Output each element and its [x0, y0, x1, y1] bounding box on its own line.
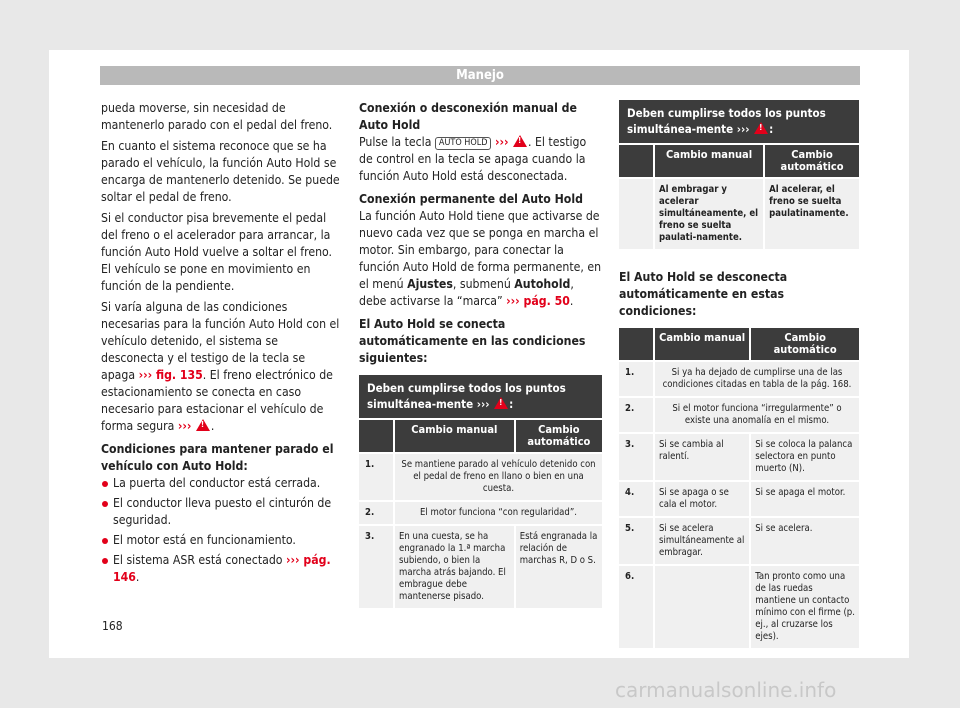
row-number: 4. [619, 480, 653, 516]
row-number: 6. [619, 564, 653, 648]
header-cell [359, 418, 393, 452]
warning-link[interactable]: ››› [736, 122, 750, 136]
paragraph: Si varía alguna de las condiciones necesarias para la función Auto Hold con el vehículo detenido, el sistema se desconecta y el testigo de la tecla se apaga ››› fig. 135. El freno electrónico de estacionamiento se conecta en caso necesario para estacionar el vehículo de forma segura ››› ! . [101, 299, 341, 435]
list-item: El motor está en funcionamiento. [101, 532, 341, 549]
header-cell: Cambio automático [749, 328, 859, 360]
column-3 [619, 100, 859, 648]
table-row [619, 564, 859, 648]
warning-icon [513, 135, 527, 147]
text: . El freno electrónico de estacionamiento se conecta en caso necesario para estacionar el vehículo de forma segura [101, 368, 333, 433]
row-number [619, 177, 653, 249]
text: Deben cumplirse todos los puntos simultánea-mente [367, 381, 566, 411]
table-row [619, 432, 859, 480]
paragraph [359, 134, 602, 185]
header-cell: Cambio automático [514, 418, 602, 452]
table-caption: Deben cumplirse todos los puntos simultánea-mente ››› ! : [359, 375, 602, 418]
table-cell [653, 564, 749, 648]
watermark: carmanualsonline.info [615, 678, 837, 702]
row-number: 1. [359, 452, 393, 500]
warning-icon [196, 419, 210, 431]
table-cell: Está engranada la relación de marchas R, D o S. [514, 524, 602, 608]
table-row [619, 396, 859, 432]
table-cell: Si se acelera simultáneamente al embragar. [653, 516, 749, 564]
table-cell: Al acelerar, el freno se suelta paulatinamente. [763, 177, 859, 249]
warning-link[interactable]: ››› [494, 135, 509, 149]
table-cell: Si el motor funciona “irregularmente” o existe una anomalía en el mismo. [653, 396, 859, 432]
conditions-heading: Condiciones para mantener parado el vehículo con Auto Hold: [101, 442, 334, 473]
text: La función Auto Hold tiene que activarse de nuevo cada vez que se ponga en marcha el motor. Sin embargo, para conectar la función Auto Hold de forma permanente, en el menú [359, 209, 602, 291]
figure-link[interactable]: ››› fig. 135 [138, 368, 203, 382]
row-number: 2. [619, 396, 653, 432]
table-cell: El motor funciona “con regularidad”. [393, 500, 602, 524]
text: Deben cumplirse todos los puntos simultánea-mente [627, 106, 826, 136]
table-row [359, 500, 602, 524]
table-row [619, 360, 859, 396]
text: El sistema ASR está conectado [113, 553, 283, 567]
table-cell: Si ya ha dejado de cumplirse una de las condiciones citadas en tabla de la pág. 168. [653, 360, 859, 396]
table-cell: Si se cambia al ralentí. [653, 432, 749, 480]
auto-off-table [619, 328, 859, 648]
column-2 [359, 100, 602, 608]
table-cell: Si se apaga el motor. [749, 480, 859, 516]
manual-toggle-heading: Conexión o desconexión manual de Auto Hold [359, 101, 577, 132]
paragraph: Si el conductor pisa brevemente el pedal del freno o el acelerador para arrancar, la función Auto Hold vuelve a soltar el freno. El vehículo se pone en movimiento en función de la pendiente. [101, 211, 333, 293]
table-cell: Si se coloca la palanca selectora en punto muerto (N). [749, 432, 859, 480]
row-number: 3. [619, 432, 653, 480]
paragraph: En cuanto el sistema reconoce que se ha parado el vehículo, la función Auto Hold se encarga de mantenerlo detenido. Se puede soltar el pedal de freno. [101, 139, 340, 204]
table-row [359, 524, 602, 608]
header-cell: Cambio manual [653, 328, 749, 360]
row-number: 5. [619, 516, 653, 564]
table-cell: En una cuesta, se ha engranado la 1.ª marcha subiendo, o bien la marcha atrás bajando. El embrague debe mantenerse pisado. [393, 524, 514, 608]
paragraph: pueda moverse, sin necesidad de mantenerlo parado con el pedal del freno. [101, 101, 333, 132]
column-1 [101, 100, 341, 589]
warning-link[interactable]: ››› [476, 397, 490, 411]
row-number: 1. [619, 360, 653, 396]
table-cell: Tan pronto como una de las ruedas mantiene un contacto mínimo con el firme (p. ej., al cruzarse los ejes). [749, 564, 859, 648]
text: . El testigo de control en la tecla se apaga cuando la función Auto Hold está desconectada. [359, 135, 587, 183]
row-number: 2. [359, 500, 393, 524]
row-number: 3. [359, 524, 393, 608]
header-cell: Cambio manual [653, 143, 763, 177]
section-header: Manejo [100, 66, 860, 85]
table-row [359, 452, 602, 500]
auto-hold-key: AUTO HOLD [435, 137, 492, 150]
table-row [619, 177, 859, 249]
page-link[interactable]: ››› pág. 146 [113, 553, 331, 584]
list-item: El conductor lleva puesto el cinturón de seguridad. [101, 495, 341, 529]
auto-on-table [359, 375, 602, 608]
text: , debe activarse la “marca” [359, 277, 574, 308]
table-cell: Si se apaga o se cala el motor. [653, 480, 749, 516]
table-cell: Se mantiene parado al vehículo detenido con el pedal de freno en llano o bien en una cuesta. [393, 452, 602, 500]
list-item: La puerta del conductor está cerrada. [101, 475, 341, 492]
text: , submenú [452, 277, 511, 291]
text: Pulse la tecla [359, 135, 432, 149]
text: Si varía alguna de las condiciones necesarias para la función Auto Hold con el vehículo detenido, el sistema se desconecta y el testigo de la tecla se apaga [101, 300, 340, 382]
list-item: El sistema ASR está conectado ››› pág. 146. [101, 552, 341, 586]
table-row [619, 480, 859, 516]
permanent-heading: Conexión permanente del Auto Hold [359, 192, 583, 206]
submenu-name: Autohold [514, 277, 571, 291]
header-cell [619, 328, 653, 360]
header-cell [619, 143, 653, 177]
table-row [619, 516, 859, 564]
menu-name: Ajustes [407, 277, 453, 291]
auto-on-table-continued [619, 100, 859, 249]
header-cell: Cambio automático [763, 143, 859, 177]
paragraph: La función Auto Hold tiene que activarse de nuevo cada vez que se ponga en marcha el motor. Sin embargo, para conectar la función Auto Hold de forma permanente, en el menú Ajustes, submenú Autohold, debe activarse la “marca” ››› pág. 50. [359, 209, 602, 308]
table-cell: Si se acelera. [749, 516, 859, 564]
page-number: 168 [102, 619, 123, 633]
table-cell: Al embragar y acelerar simultáneamente, el freno se suelta paulati-namente. [653, 177, 763, 249]
page-link[interactable]: ››› pág. 50 [506, 294, 570, 308]
warning-link[interactable]: ››› [177, 419, 192, 433]
auto-on-heading: El Auto Hold se conecta automáticamente en las condiciones siguientes: [359, 317, 586, 365]
warning-icon [494, 397, 508, 409]
table-caption: Deben cumplirse todos los puntos simultánea-mente ››› ! : [619, 100, 859, 143]
header-cell: Cambio manual [393, 418, 514, 452]
auto-off-heading: El Auto Hold se desconecta automáticamente en estas condiciones: [619, 270, 788, 318]
warning-icon [754, 122, 768, 134]
